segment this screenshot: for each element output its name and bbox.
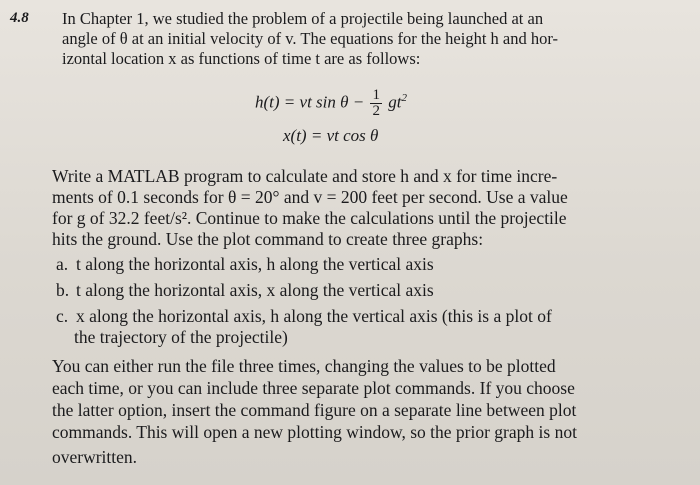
height-equation-left: h(t) = vt sin θ −: [255, 92, 365, 112]
intro-line-2: angle of θ at an initial velocity of v. The equations for the height h and hor-: [62, 29, 559, 48]
list-item-b: [56, 280, 434, 301]
list-item-c-continuation: the trajectory of the projectile): [74, 327, 288, 347]
horizontal-equation: x(t) = vt cos θ: [283, 126, 379, 145]
height-equation-right: gt: [388, 92, 402, 112]
intro-line-1: In Chapter 1, we studied the problem of a projectile being launched at an: [62, 9, 544, 28]
list-item-letter: b.: [56, 280, 70, 300]
body-line-3: for g of 32.2 feet/s². Continue to make the calculations until the projectile: [52, 208, 567, 228]
one-half-fraction: [370, 88, 382, 119]
height-equation-power: 2: [401, 91, 407, 104]
body-line-2: ments of 0.1 seconds for θ = 20° and v = 200 feet per second. Use a value: [52, 187, 568, 207]
list-item-text: x along the horizontal axis, h along the vertical axis (this is a plot of: [76, 306, 552, 326]
list-item-text: t along the horizontal axis, x along the vertical axis: [76, 280, 434, 300]
fraction-numerator: 1: [372, 87, 380, 103]
closing-line-1: You can either run the file three times, changing the values to be plotted: [52, 356, 556, 376]
list-item-letter: a.: [56, 254, 69, 274]
list-item-c: [56, 306, 552, 327]
closing-line-3: the latter option, insert the command figure on a separate line between plot: [52, 400, 577, 420]
fraction-denominator: 2: [372, 103, 380, 119]
body-line-1: Write a MATLAB program to calculate and store h and x for time incre-: [52, 166, 558, 186]
closing-line-4: commands. This will open a new plotting window, so the prior graph is not: [52, 422, 577, 442]
list-item-text: t along the horizontal axis, h along the vertical axis: [76, 254, 434, 274]
problem-number: 4.8: [10, 10, 29, 26]
closing-line-2: each time, or you can include three separate plot commands. If you choose: [52, 378, 575, 398]
height-equation: [255, 88, 407, 119]
list-item-letter: c.: [56, 306, 69, 326]
closing-line-5: overwritten.: [52, 447, 138, 467]
body-line-4: hits the ground. Use the plot command to create three graphs:: [52, 229, 484, 249]
list-item-a: [56, 254, 434, 275]
intro-line-3: izontal location x as functions of time t are as follows:: [62, 49, 421, 68]
